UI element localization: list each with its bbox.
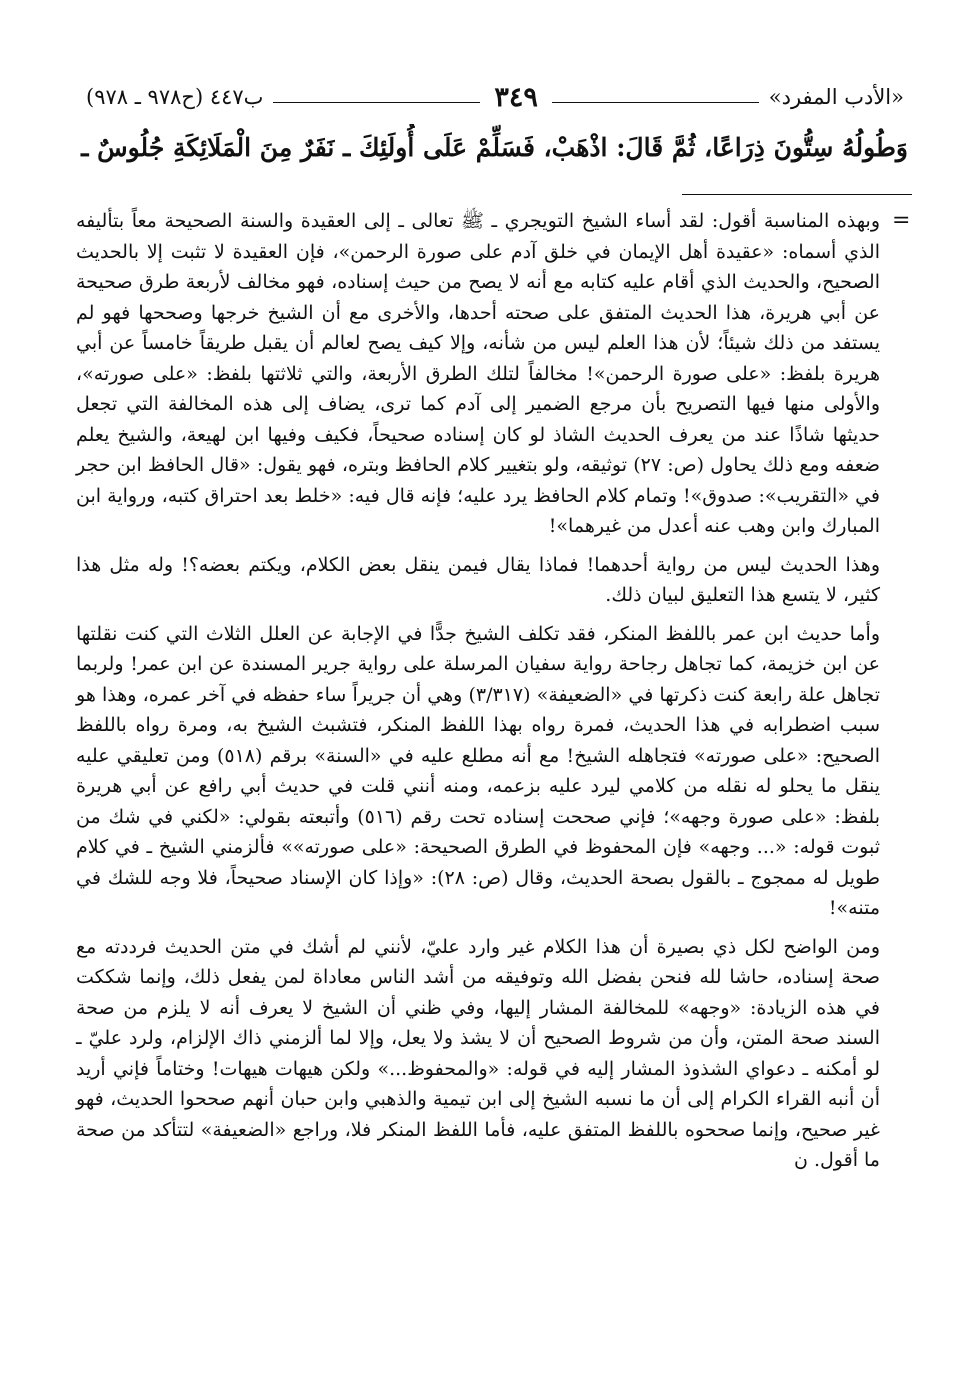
- footnote-paragraph: ومن الواضح لكل ذي بصيرة أن هذا الكلام غير وارد عليّ، لأنني لم أشك في متن الحديث فرددته مع صحة إسناده، حاشا لله فنحن بفضل الله وتوفيقه من أشد الناس معاداة لمن يفعل ذلك، وإنما شككت في هذه الزيادة: «وجهه» للمخالفة المشار إليها، وفي ظني أن الشيخ لا يعرف أنه لا يلزم من صحة السند صحة المتن، وأن من شروط الصحيح أن لا يشذ ولا يعل، وإلا لما ألزمني ذاك الإلزام، ولرد عليّ ـ لو أمكنه ـ دعواي الشذوذ المشار إليه في قوله: «والمحفوظ...» ولكن هيهات هيهات! وختاماً فإني أريد أن أنبه القراء الكرام إلى أن ما نسبه الشيخ إلى ابن تيمية والذهبي وابن حبان أنهم صححوا الحديث، فهو غير صحيح، وإنما صححوه باللفظ المتفق عليه، فأما اللفظ المنكر فلا، وراجع «الضعيفة» لتتأكد من صحة ما أقول. ن: [76, 935, 880, 1171]
- header-rule-right: [552, 102, 759, 103]
- footnote-paragraph: وأما حديث ابن عمر باللفظ المنكر، فقد تكلف الشيخ جدًّا في الإجابة عن العلل الثلاث التي كنت نقلتها عن ابن خزيمة، كما تجاهل رجاحة رواية سفيان المرسلة على رواية جرير المسندة عن ابن عمر! ولربما تجاهل علة رابعة كنت ذكرتها في «الضعيفة» (٣/٣١٧) وهي أن جريراً ساء حفظه في آخر عمره، وهذا هو سبب اضطرابه في هذا الحديث، فمرة رواه بهذا اللفظ المنكر، فتشبث الشيخ به، ومرة رواه باللفظ الصحيح: «على صورته» فتجاهله الشيخ! مع أنه مطلع عليه في «السنة» برقم (٥١٨) ومن تعليقي عليه ينقل ما يحلو له نقله من كلامي ليرد عليه بزعمه، ومنه أنني قلت في حديث أبي رافع عن أبي هريرة بلفظ: «على صورة وجهه»؛ فإني صححت إسناده تحت رقم (٥١٦) وأتبعته بقولي: «لكني في شك من ثبوت قوله: «... وجهه» فإن المحفوظ في الطرق الصحيحة: «على صورته»» فألزمني الشيخ ـ في كلام طويل له ممجوج ـ بالقول بصحة الحديث، وقال (ص: ٢٨): «وإذا كان الإسناد صحيحاً، فلا وجه للشك في متنه»!: [76, 622, 880, 919]
- footnote-paragraph: وبهذه المناسبة أقول: لقد أساء الشيخ التويجري ـ ﷺ تعالى ـ إلى العقيدة والسنة الصحيحة معاً بتأليفه الذي أسماه: «عقيدة أهل الإيمان في خلق آدم على صورة الرحمن»، فإن العقيدة لا تثبت إلا بالحديث الصحيح، والحديث الذي أقام عليه كتابه مع أنه لا يصح من حيث إسناده، فهو مخالف لأربعة طرق صحيحة عن أبي هريرة، هذا الحديث المتفق على صحته أحدها، والأخرى مع أن الشيخ خرجها وصححها فهو لم يستفد من ذلك شيئاً؛ لأن هذا العلم ليس من شأنه، وإلا كيف يصح لعالم أن يقبل طريقاً خامساً عن أبي هريرة بلفظ: «على صورة الرحمن»! مخالفاً لتلك الطرق الأربعة، والتي ثلاثتها بلفظ: «على صورته»، والأولى منها فيها التصريح بأن مرجع الضمير إلى آدم كما ترى، يضاف إلى هذه المخالفة التي تجعل حديثها شاذًا عند من يعرف الحديث الشاذ لو كان إسناده صحيحاً، فكيف وفيها ابن لهيعة، والشيخ يعلم ضعفه ومع ذلك يحاول (ص: ٢٧) توثيقه، ولو بتغيير كلام الحافظ وبتره، فهو يقول: «قال الحافظ ابن حجر في «التقريب»: صدوق»! وتمام كلام الحافظ يرد عليه؛ فإنه قال فيه: «خلط بعد احتراق كتبه، ورواية ابن المبارك وابن وهب عنه أعدل من غيرهما»!: [76, 210, 880, 537]
- footnote-continuation-marker: =: [892, 208, 911, 233]
- page-number: ٣٤٩: [494, 81, 538, 113]
- hadith-text-line: وَطُولُهُ سِتُّونَ ذِرَاعًا، ثُمَّ قَالَ: اذْهَبْ، فَسَلِّمْ عَلَى أُولَئِكَ ـ نَفَرٌ مِنَ الْمَلَائِكَةِ جُلُوسٌ ـ: [81, 133, 908, 162]
- section-reference: ب٤٤٧ (ح٩٧٨ ـ ٩٧٨): [85, 85, 264, 109]
- header-rule-left: [273, 102, 480, 103]
- footnote-separator: [682, 194, 912, 195]
- footnote-body: [76, 206, 880, 1176]
- running-header: [86, 80, 904, 114]
- footnote-paragraph: وهذا الحديث ليس من رواية أحدهما! فماذا يقال فيمن ينقل بعض الكلام، ويكتم بعضه؟! وله مثل هذا كثير، لا يتسع هذا التعليق لبيان ذلك.: [76, 553, 880, 606]
- book-title: «الأدب المفرد»: [768, 85, 904, 109]
